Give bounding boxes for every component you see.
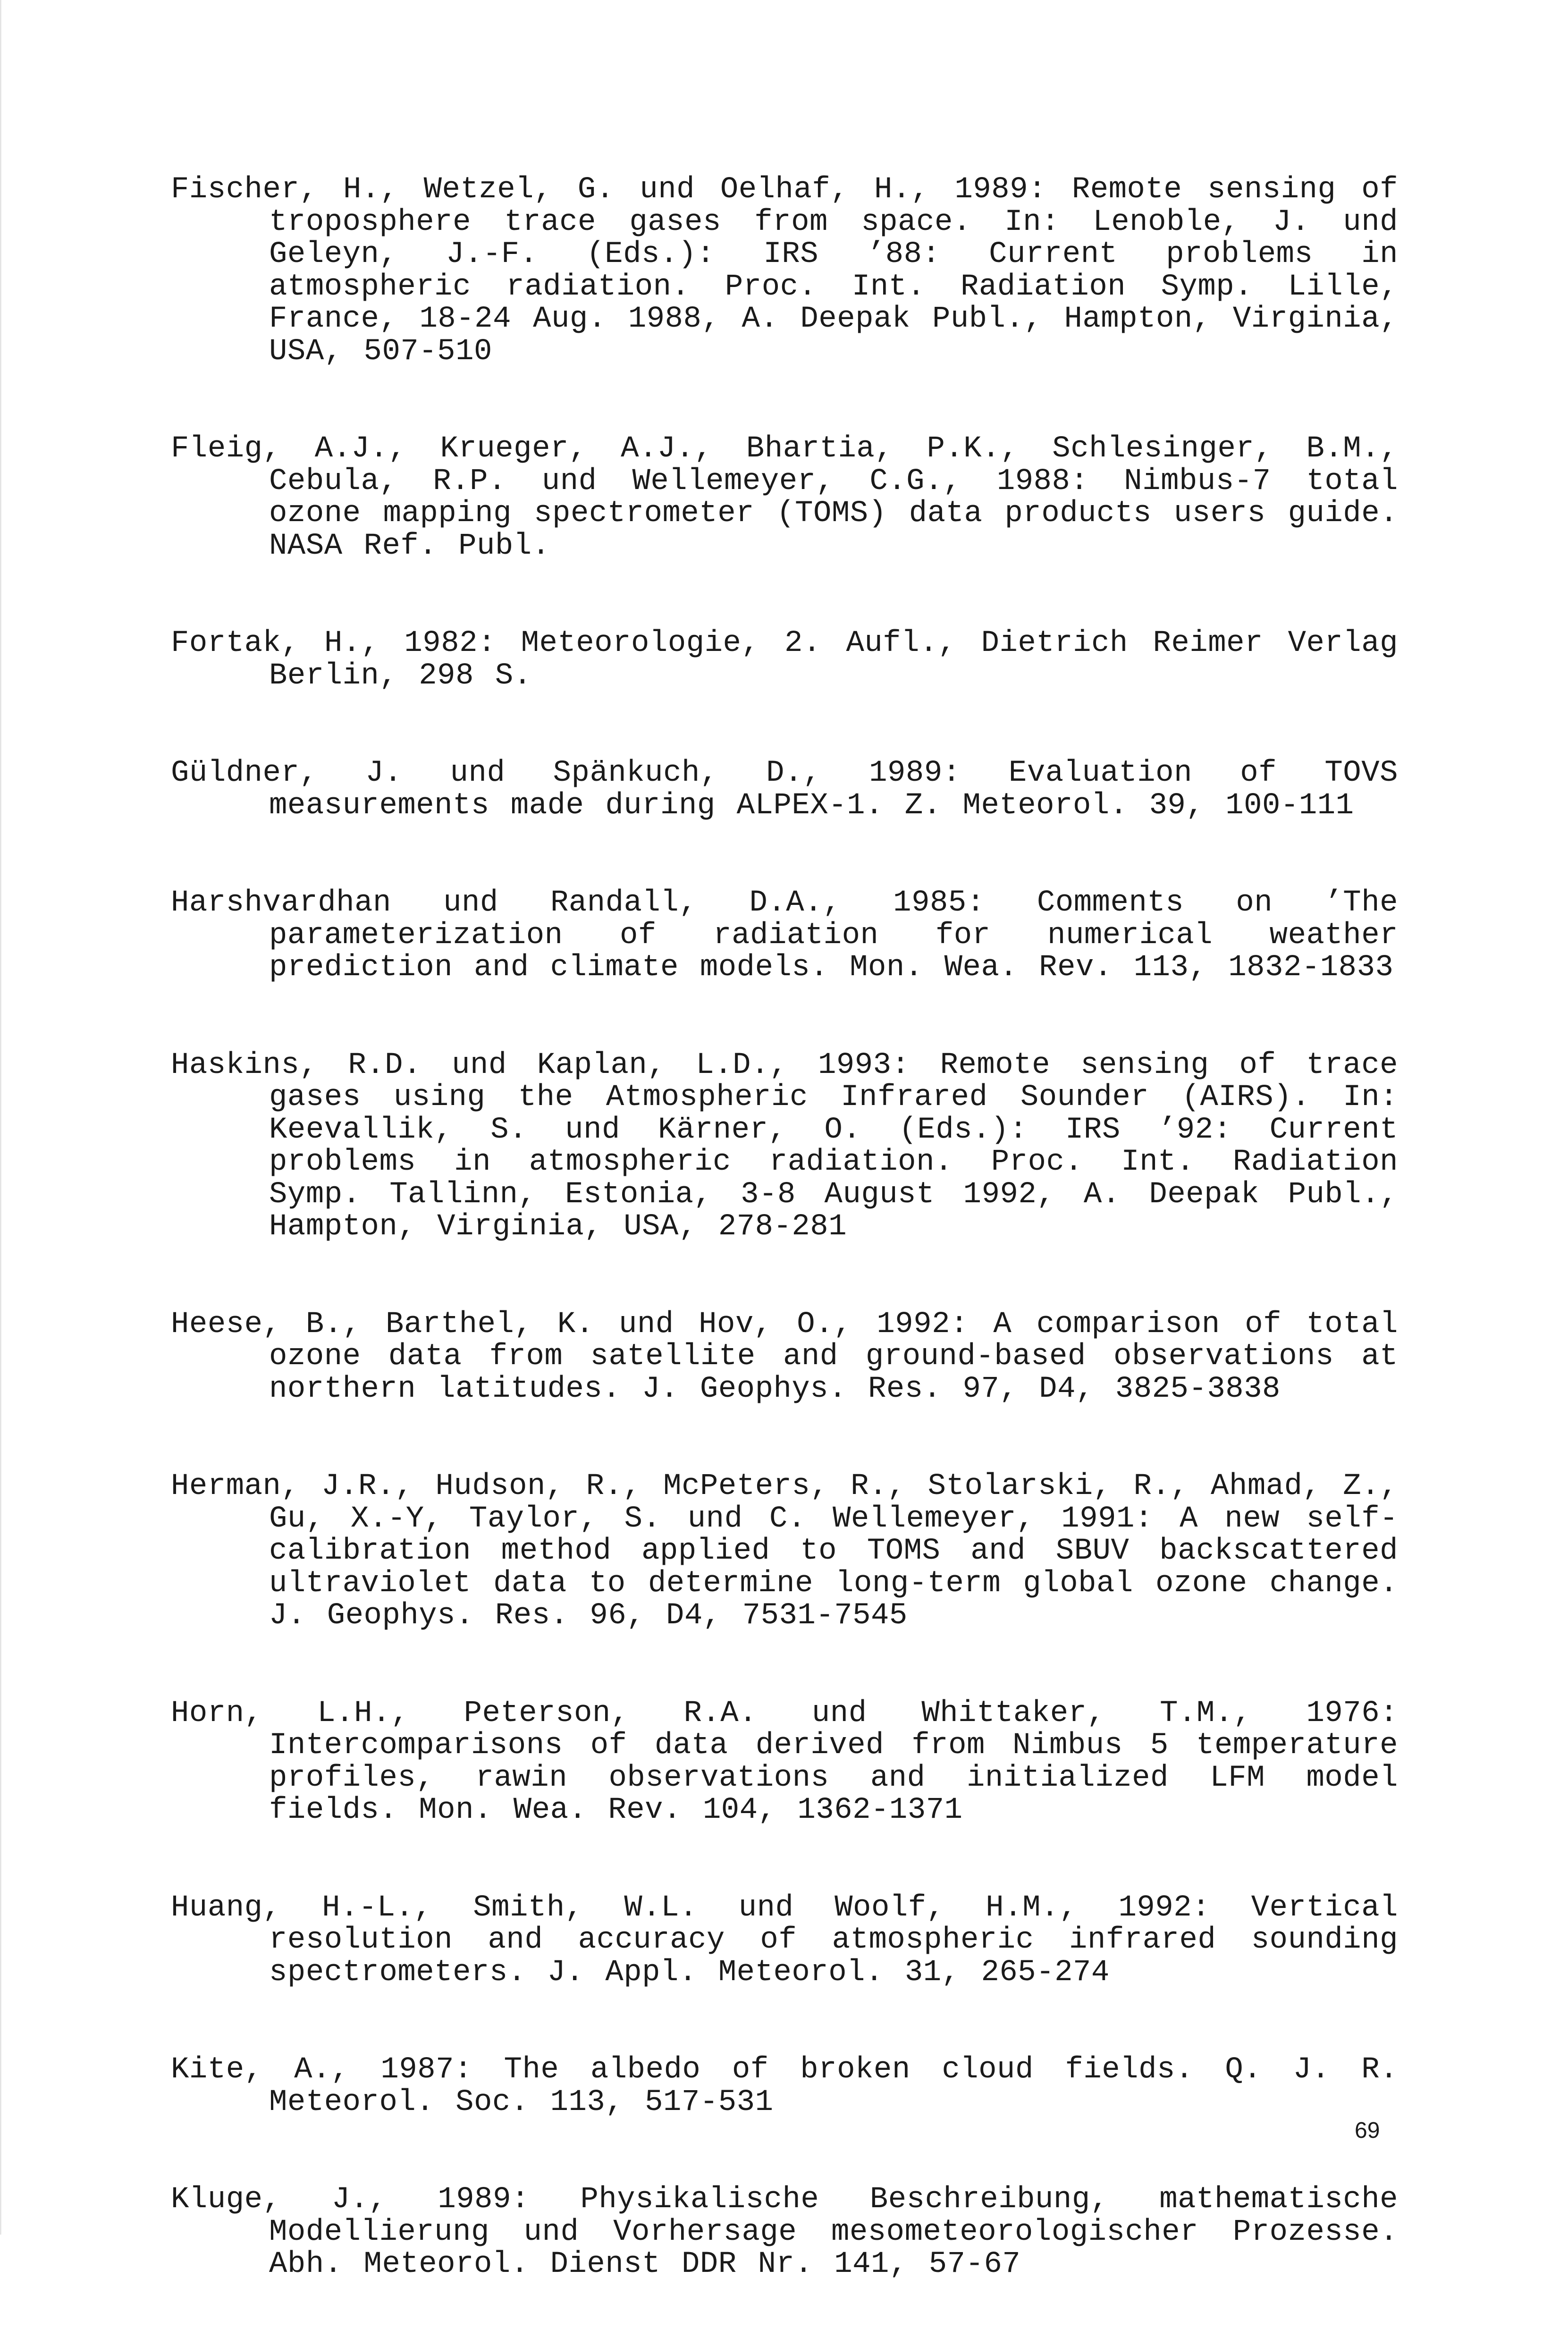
scan-edge: [0, 0, 2, 2235]
reference-entry: Haskins, R.D. und Kaplan, L.D., 1993: Remote sensing of trace gases using the Atmospheric Infrared Sounder (AIRS). In: Keevallik, S. und Kärner, O. (Eds.): IRS ’92: Current problems in atmospheric radiation. Proc. Int. Radiation Symp. Tallinn, Estonia, 3-8 August 1992, A. Deepak Publ., Hampton, Virginia, USA, 278-281: [171, 1048, 1398, 1244]
reference-entry: Fortak, H., 1982: Meteorologie, 2. Aufl., Dietrich Reimer Verlag Berlin, 298 S.: [171, 626, 1398, 693]
reference-entry: Kite, A., 1987: The albedo of broken cloud fields. Q. J. R. Meteorol. Soc. 113, 517-531: [171, 2053, 1398, 2119]
reference-entry: Herman, J.R., Hudson, R., McPeters, R., Stolarski, R., Ahmad, Z., Gu, X.-Y, Taylor, S. und C. Wellemeyer, 1991: A new self-calibration method applied to TOMS and SBUV backscattered ultraviolet data to determine long-term global ozone change. J. Geophys. Res. 96, D4, 7531-7545: [171, 1469, 1398, 1633]
reference-entry: Güldner, J. und Spänkuch, D., 1989: Evaluation of TOVS measurements made during ALPEX-1. Z. Meteorol. 39, 100-111: [171, 756, 1398, 823]
reference-entry: Huang, H.-L., Smith, W.L. und Woolf, H.M., 1992: Vertical resolution and accuracy of atmospheric infrared sounding spectrometers. J. Appl. Meteorol. 31, 265-274: [171, 1890, 1398, 1990]
reference-entry: Kluge, J., 1989: Physikalische Beschreibung, mathematische Modellierung und Vorhersage mesometeorologischer Prozesse. Abh. Meteorol. Dienst DDR Nr. 141, 57-67: [171, 2183, 1398, 2281]
reference-entry: Fischer, H., Wetzel, G. und Oelhaf, H., 1989: Remote sensing of troposphere trace gases from space. In: Lenoble, J. und Geleyn, J.-F. (Eds.): IRS ’88: Current problems in atmospheric radiation. Proc. Int. Radiation Symp. Lille, France, 18-24 Aug. 1988, A. Deepak Publ., Hampton, Virginia, USA, 507-510: [171, 173, 1398, 369]
reference-entry: Horn, L.H., Peterson, R.A. und Whittaker, T.M., 1976: Intercomparisons of data derived from Nimbus 5 temperature profiles, rawin observations and initialized LFM model fields. Mon. Wea. Rev. 104, 1362-1371: [171, 1696, 1398, 1827]
page-number: 69: [1355, 2118, 1380, 2143]
reference-entry: Harshvardhan und Randall, D.A., 1985: Comments on ’The parameterization of radiation for numerical weather prediction and climate models. Mon. Wea. Rev. 113, 1832-1833: [171, 886, 1398, 985]
reference-list: [171, 174, 1398, 2346]
reference-entry: Heese, B., Barthel, K. und Hov, O., 1992: A comparison of total ozone data from satellite and ground-based observations at northern latitudes. J. Geophys. Res. 97, D4, 3825-3838: [171, 1307, 1398, 1406]
reference-entry: Fleig, A.J., Krueger, A.J., Bhartia, P.K., Schlesinger, B.M., Cebula, R.P. und Wellemeyer, C.G., 1988: Nimbus-7 total ozone mapping spectrometer (TOMS) data products users guide. NASA Ref. Publ.: [171, 432, 1398, 563]
